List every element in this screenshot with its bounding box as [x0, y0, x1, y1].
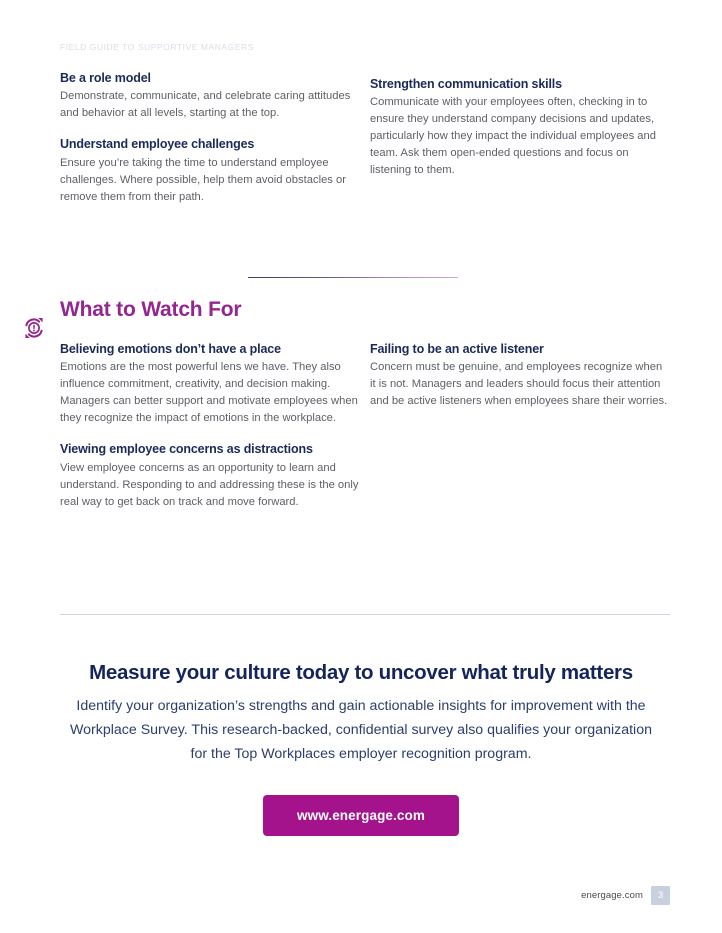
entry-viewing-employee-concerns-as-distractions [60, 441, 360, 510]
supportive-managers-section [60, 70, 670, 206]
entry-body: Demonstrate, communicate, and celebrate caring attitudes and behavior at all levels, starting at the top. [60, 90, 351, 120]
entry-failing-to-be-an-active-listener [370, 341, 670, 410]
entry-strengthen-communication-skills [370, 76, 670, 179]
watch-left-column [60, 341, 360, 511]
entry-title: Understand employee challenges [60, 137, 255, 152]
entry-title: Failing to be an active listener [370, 342, 544, 356]
entry-body: Ensure you’re taking the time to understand employee challenges. Where possible, help them avoid obstacles or remove them from their path. [60, 156, 346, 203]
top-left-column [60, 70, 360, 206]
cta-button-wrapper [41, 795, 681, 836]
cta-title: Measure your culture today to uncover what truly matters [89, 661, 633, 684]
call-to-action-section [41, 660, 681, 823]
footer-divider [60, 614, 670, 615]
entry-be-a-role-model [60, 70, 360, 122]
entry-believing-emotions-dont-have-a-place [60, 341, 360, 427]
entry-title: Believing emotions don’t have a place [60, 342, 281, 356]
entry-body: Communicate with your employees often, checking in to ensure they understand company decisions and updates, particularly how they impact the individual employees and team. Ask them open-ended questions and focus on listening to them. [370, 96, 657, 177]
entry-body: Concern must be genuine, and employees recognize when it is not. Managers and leaders should focus their attention and be active listeners when employees share their worries. [370, 361, 668, 408]
section-divider-gradient [248, 277, 458, 278]
energage-website-button[interactable]: www.energage.com [263, 795, 459, 836]
entry-body: Emotions are the most powerful lens we have. They also influence commitment, creativity, and decision making. Managers can better support and motivate employees when they recognize the impact of emotions in the workplace. [60, 361, 358, 425]
entry-title: Be a role model [60, 71, 151, 85]
eyebrow-header: FIELD GUIDE TO SUPPORTIVE MANAGERS [60, 42, 254, 52]
page-footer [581, 886, 670, 905]
cta-subtitle: Identify your organization’s strengths and gain actionable insights for improvement with the Workplace Survey. This research-backed, confidential survey also qualifies your organization for the Top Workplaces employer recognition program. [70, 697, 652, 763]
page-number-badge: 3 [651, 886, 670, 905]
top-right-column [370, 70, 670, 206]
footer-url: energage.com [581, 890, 643, 901]
entry-title: Viewing employee concerns as distractions [60, 442, 313, 457]
refresh-alert-icon [20, 314, 48, 342]
entry-title: Strengthen communication skills [370, 77, 562, 91]
entry-understand-employee-challenges [60, 136, 360, 205]
entry-body: View employee concerns as an opportunity to learn and understand. Responding to and addressing these is the only real way to get back on track and move forward. [60, 461, 359, 508]
section-heading-what-to-watch-for: What to Watch For [60, 298, 242, 321]
what-to-watch-for-section [60, 341, 670, 511]
watch-right-column [370, 341, 670, 511]
